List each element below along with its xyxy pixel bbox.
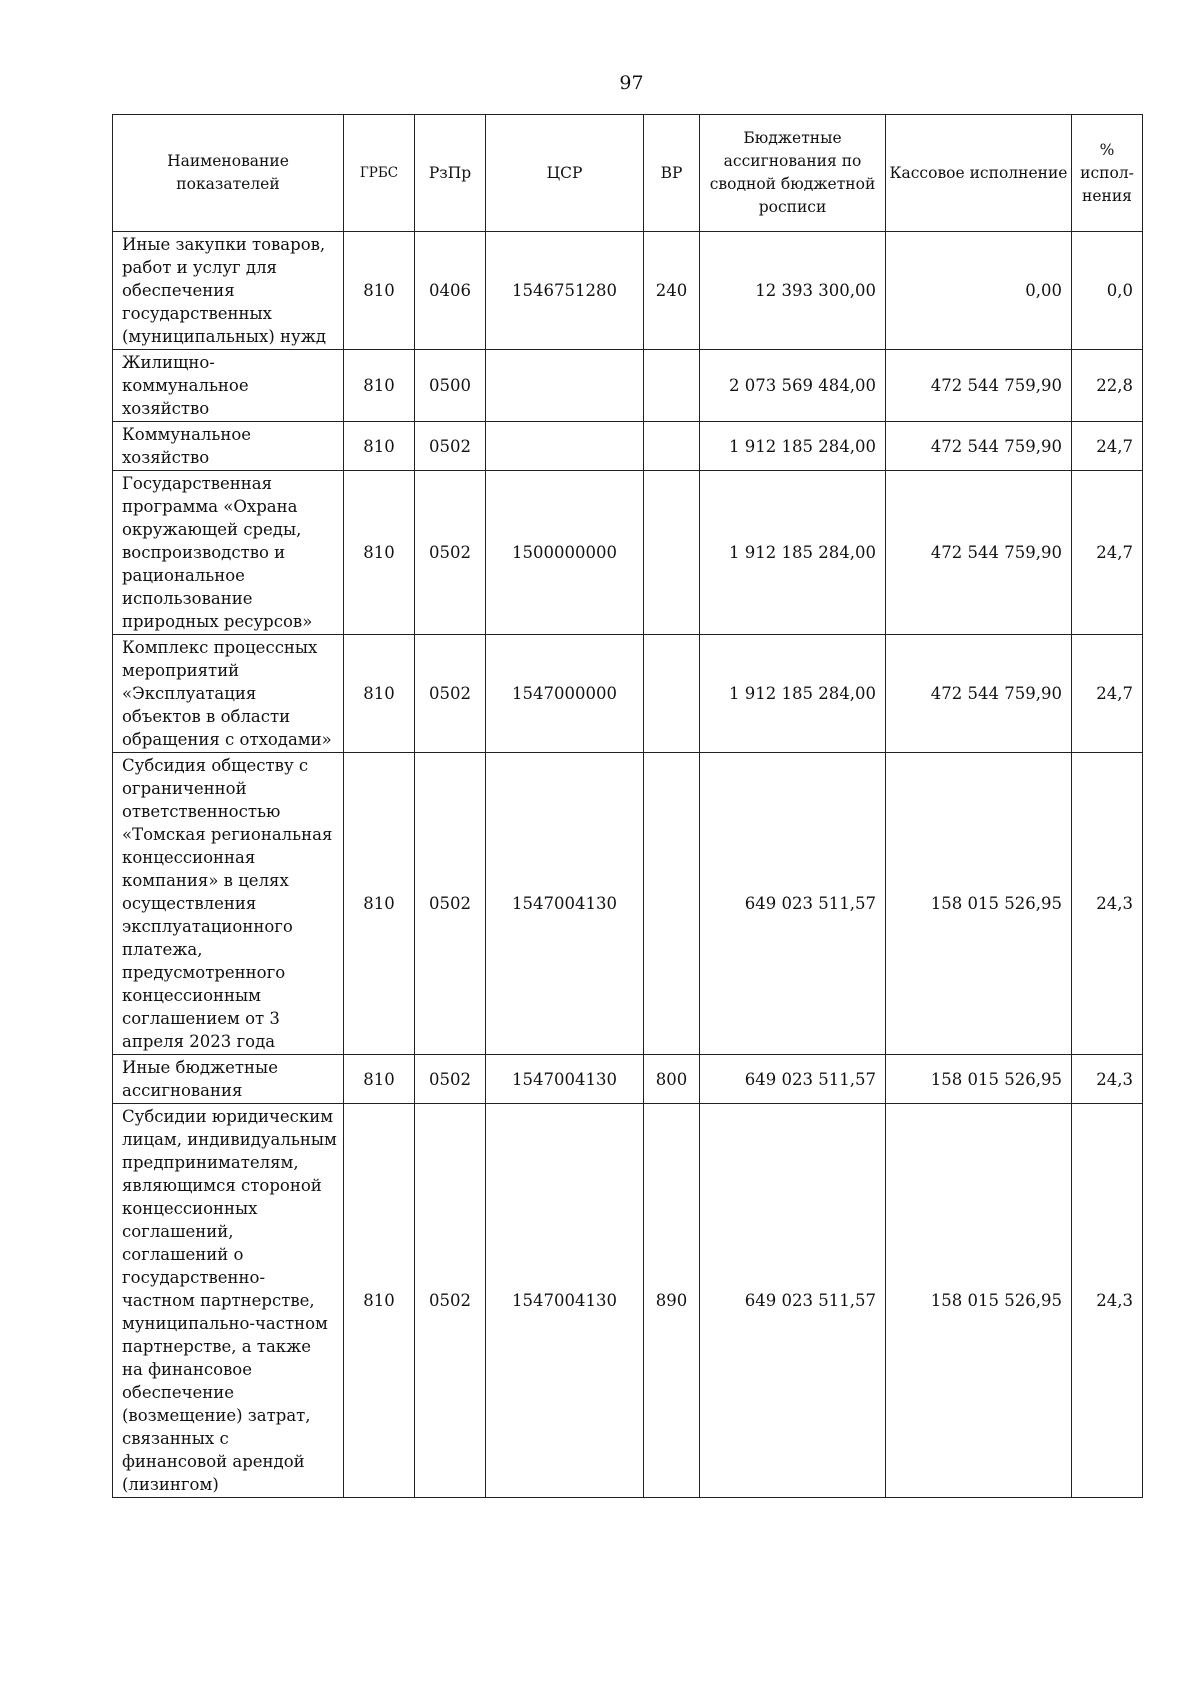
row-cash-execution: 158 015 526,95 [886,753,1072,1055]
row-percent: 22,8 [1072,350,1143,422]
row-rzpr: 0406 [415,232,486,350]
row-name: Коммунальное хозяйство [113,422,344,471]
row-percent: 24,3 [1072,1104,1143,1498]
row-cash-execution: 472 544 759,90 [886,471,1072,635]
row-vr [644,635,700,753]
table-header-row [113,115,1143,232]
page-number: 97 [619,72,644,94]
row-grbs: 810 [344,1104,415,1498]
row-name: Иные бюджетные ассигнования [113,1055,344,1104]
row-cash-execution: 472 544 759,90 [886,422,1072,471]
row-cash-execution: 472 544 759,90 [886,350,1072,422]
table-row [113,232,1143,350]
row-percent: 24,3 [1072,1055,1143,1104]
row-grbs: 810 [344,1055,415,1104]
row-rzpr: 0502 [415,1104,486,1498]
header-vr: ВР [644,115,700,232]
row-name: Субсидии юридическим лицам, индивидуальным предпринимателям, являющимся стороной концессионных соглашений, соглашений о государственно-частном партнерстве, муниципально-частном партнерстве, а также на финансовое обеспечение (возмещение) затрат, связанных с финансовой арендой (лизингом) [113,1104,344,1498]
row-grbs: 810 [344,350,415,422]
row-cash-execution: 472 544 759,90 [886,635,1072,753]
row-grbs: 810 [344,635,415,753]
row-percent: 24,3 [1072,753,1143,1055]
row-csr: 1547004130 [486,753,644,1055]
row-percent: 24,7 [1072,635,1143,753]
row-cash-execution: 0,00 [886,232,1072,350]
row-vr: 800 [644,1055,700,1104]
header-percent-execution: % испол-нения [1072,115,1143,232]
header-grbs: ГРБС [344,115,415,232]
row-vr [644,422,700,471]
row-vr [644,753,700,1055]
row-assignments: 1 912 185 284,00 [700,635,886,753]
row-grbs: 810 [344,753,415,1055]
row-grbs: 810 [344,232,415,350]
row-rzpr: 0502 [415,635,486,753]
row-csr: 1547000000 [486,635,644,753]
row-assignments: 649 023 511,57 [700,1104,886,1498]
header-cash-execution: Кассовое исполнение [886,115,1072,232]
row-name: Государственная программа «Охрана окружающей среды, воспроизводство и рациональное использование природных ресурсов» [113,471,344,635]
budget-execution-table [112,114,1143,1498]
row-cash-execution: 158 015 526,95 [886,1104,1072,1498]
row-name: Комплекс процессных мероприятий «Эксплуатация объектов в области обращения с отходами» [113,635,344,753]
row-grbs: 810 [344,422,415,471]
table-row [113,471,1143,635]
table-row [113,1104,1143,1498]
row-percent: 0,0 [1072,232,1143,350]
row-cash-execution: 158 015 526,95 [886,1055,1072,1104]
row-name: Жилищно-коммунальное хозяйство [113,350,344,422]
row-csr: 1500000000 [486,471,644,635]
table-row [113,422,1143,471]
row-name: Субсидия обществу с ограниченной ответственностью «Томская региональная концессионная компания» в целях осуществления эксплуатационного платежа, предусмотренного концессионным соглашением от 3 апреля 2023 года [113,753,344,1055]
row-grbs: 810 [344,471,415,635]
row-assignments: 1 912 185 284,00 [700,422,886,471]
table-row [113,350,1143,422]
row-name: Иные закупки товаров, работ и услуг для обеспечения государственных (муниципальных) нужд [113,232,344,350]
header-assignments: Бюджетные ассигнования по сводной бюджетной росписи [700,115,886,232]
row-vr [644,350,700,422]
row-rzpr: 0500 [415,350,486,422]
header-name: Наименование показателей [113,115,344,232]
header-rzpr: РзПр [415,115,486,232]
row-assignments: 2 073 569 484,00 [700,350,886,422]
row-rzpr: 0502 [415,1055,486,1104]
row-csr: 1547004130 [486,1104,644,1498]
row-percent: 24,7 [1072,422,1143,471]
row-csr [486,350,644,422]
row-vr [644,471,700,635]
row-csr: 1546751280 [486,232,644,350]
row-assignments: 12 393 300,00 [700,232,886,350]
row-vr: 890 [644,1104,700,1498]
table-row [113,753,1143,1055]
row-rzpr: 0502 [415,471,486,635]
header-csr: ЦСР [486,115,644,232]
row-csr: 1547004130 [486,1055,644,1104]
row-vr: 240 [644,232,700,350]
table-row [113,635,1143,753]
row-rzpr: 0502 [415,422,486,471]
table-row [113,1055,1143,1104]
row-assignments: 1 912 185 284,00 [700,471,886,635]
row-rzpr: 0502 [415,753,486,1055]
row-assignments: 649 023 511,57 [700,753,886,1055]
row-assignments: 649 023 511,57 [700,1055,886,1104]
row-csr [486,422,644,471]
row-percent: 24,7 [1072,471,1143,635]
